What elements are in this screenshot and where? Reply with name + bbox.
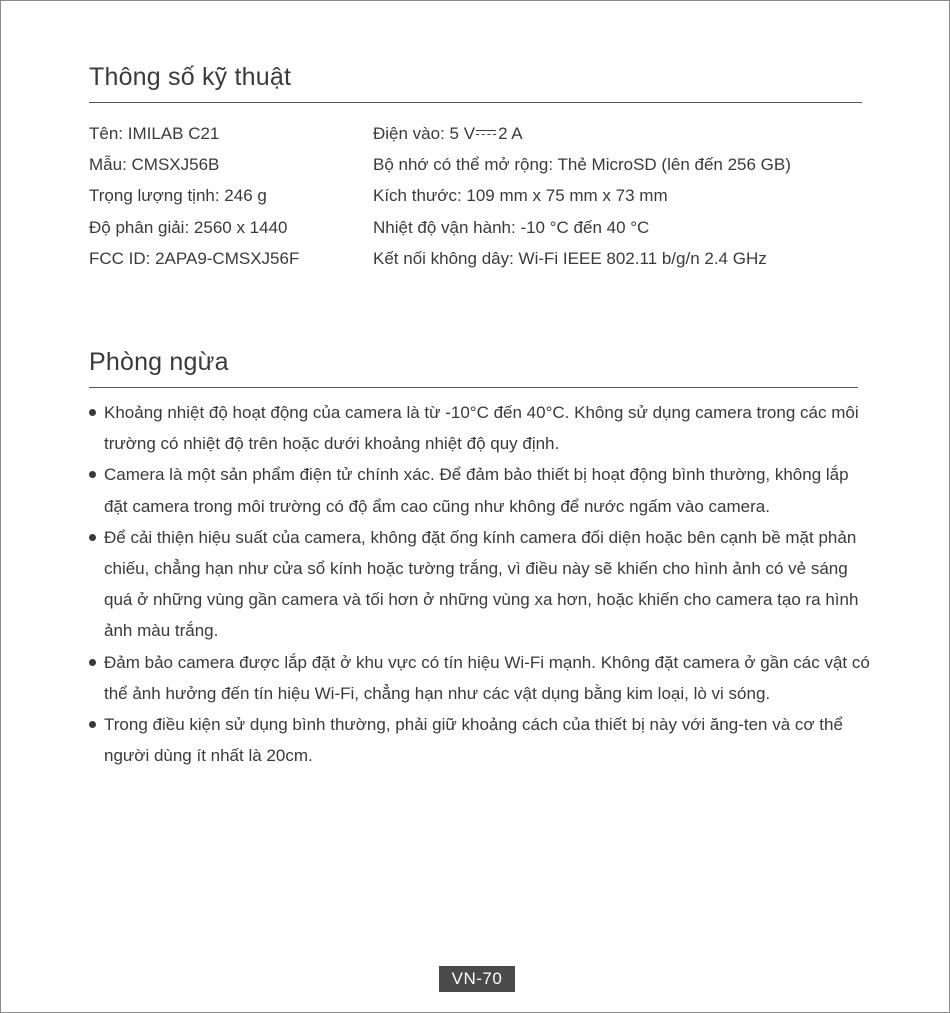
precautions-title: Phòng ngừa: [89, 348, 229, 376]
spec-input-prefix: Điện vào: 5 V: [373, 124, 476, 143]
list-item: [89, 397, 874, 459]
list-item: [89, 647, 874, 709]
bullet-icon: [89, 409, 96, 416]
precaution-text: Camera là một sản phẩm điện tử chính xác. Để đảm bảo thiết bị hoạt động bình thường, không lắp đặt camera trong môi trường có độ ẩm cao cũng như không để nước ngấm vào camera.: [104, 465, 849, 516]
spec-input: [373, 118, 791, 149]
precaution-text: Đảm bảo camera được lắp đặt ở khu vực có tín hiệu Wi-Fi mạnh. Không đặt camera ở gần các vật có thể ảnh hưởng đến tín hiệu Wi-Fi, chẳng hạn như các vật dụng bằng kim loại, lò vi sóng.: [104, 652, 870, 703]
precaution-text: Khoảng nhiệt độ hoạt động của camera là từ -10°C đến 40°C. Không sử dụng camera trong các môi trường có nhiệt độ trên hoặc dưới khoảng nhiệt độ quy định.: [104, 403, 859, 454]
specs-left-column: [89, 118, 299, 274]
dc-current-icon: [476, 129, 496, 137]
spec-storage: Bộ nhớ có thể mở rộng: Thẻ MicroSD (lên đến 256 GB): [373, 155, 791, 175]
spec-net-weight: Trọng lượng tịnh: 246 g: [89, 186, 267, 206]
bullet-icon: [89, 471, 96, 478]
spec-resolution: Độ phân giải: 2560 x 1440: [89, 217, 288, 237]
precautions-list: [89, 397, 874, 771]
bullet-icon: [89, 721, 96, 728]
spec-input-suffix: 2 A: [498, 124, 523, 143]
precaution-text: Trong điều kiện sử dụng bình thường, phải giữ khoảng cách của thiết bị này với ăng-ten và cơ thể người dùng ít nhất là 20cm.: [104, 715, 843, 766]
precaution-text: Để cải thiện hiệu suất của camera, không đặt ống kính camera đối diện hoặc bên cạnh bề mặt phản chiếu, chẳng hạn như cửa sổ kính hoặc tường trắng, vì điều này sẽ khiến cho hình ảnh có vẻ sáng quá ở những vùng gần camera và tối hơn ở những vùng xa hơn, hoặc khiến cho camera tạo ra hình ảnh màu trắng.: [104, 527, 859, 641]
bullet-icon: [89, 659, 96, 666]
page-number-badge: VN-70: [439, 966, 515, 992]
specs-divider: [89, 102, 862, 103]
spec-operating-temperature: Nhiệt độ vận hành: -10 °C đến 40 °C: [373, 217, 650, 237]
precautions-divider: [89, 387, 858, 388]
spec-name: Tên: IMILAB C21: [89, 124, 220, 143]
bullet-icon: [89, 534, 96, 541]
spec-wireless: Kết nối không dây: Wi-Fi IEEE 802.11 b/g/n 2.4 GHz: [373, 248, 767, 268]
spec-model: Mẫu: CMSXJ56B: [89, 155, 220, 175]
specs-title: Thông số kỹ thuật: [89, 63, 292, 91]
list-item: [89, 522, 874, 647]
list-item: [89, 709, 874, 771]
specs-right-column: [373, 118, 791, 274]
list-item: [89, 459, 874, 521]
spec-fcc-id: FCC ID: 2APA9-CMSXJ56F: [89, 248, 300, 268]
spec-dimensions: Kích thước: 109 mm x 75 mm x 73 mm: [373, 186, 668, 206]
